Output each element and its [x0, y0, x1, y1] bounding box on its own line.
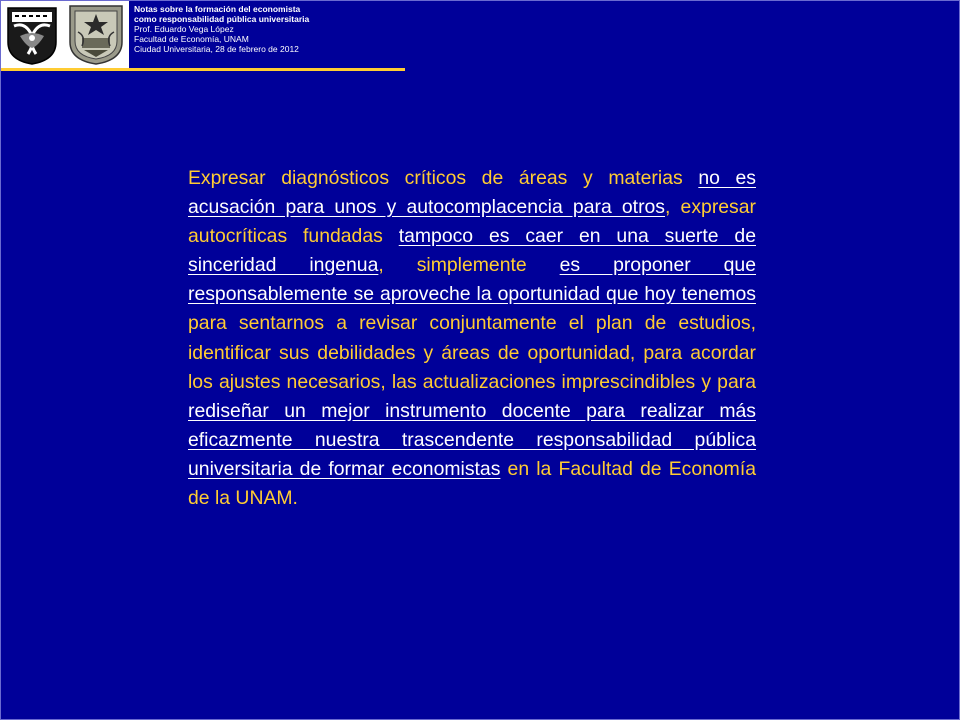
paragraph-segment: , expresar autocríticas fundadas [188, 196, 756, 248]
header-title-line2: como responsabilidad pública universitaria [134, 14, 310, 24]
economia-shield-icon [66, 2, 126, 66]
paragraph-emphasis: tampoco es caer en una suerte de sinceridad ingenua [188, 225, 756, 277]
header-divider [1, 68, 405, 71]
paragraph-emphasis: rediseñar un mejor instrumento docente para realizar más eficazmente nuestra trascendente responsabilidad pública universitaria de formar economistas [188, 399, 756, 480]
main-paragraph [188, 164, 756, 513]
paragraph-emphasis: no es acusación para unos y autocomplacencia para otros [188, 167, 756, 219]
header-date: Ciudad Universitaria, 28 de febrero de 2012 [134, 44, 299, 54]
paragraph-segment: , simplemente [378, 254, 560, 277]
unam-seal-icon [2, 2, 62, 66]
header-author: Prof. Eduardo Vega López [134, 24, 234, 34]
paragraph-segment: para sentarnos a revisar conjuntamente el plan de estudios, identificar sus debilidades y áreas de oportunidad, para acordar los ajustes necesarios, las actualizaciones imprescindibles y para [188, 312, 756, 393]
header-title-line1: Notas sobre la formación del economista [134, 4, 301, 14]
paragraph-emphasis: es proponer que responsablemente se aproveche la oportunidad que hoy tenemos [188, 254, 757, 306]
paragraph-segment: Expresar diagnósticos críticos de áreas y materias [188, 167, 699, 189]
slide-header [134, 4, 309, 54]
header-institution: Facultad de Economía, UNAM [134, 34, 249, 44]
paragraph-segment: en la Facultad de Economía de la UNAM. [188, 457, 756, 510]
logo-strip [1, 1, 129, 69]
